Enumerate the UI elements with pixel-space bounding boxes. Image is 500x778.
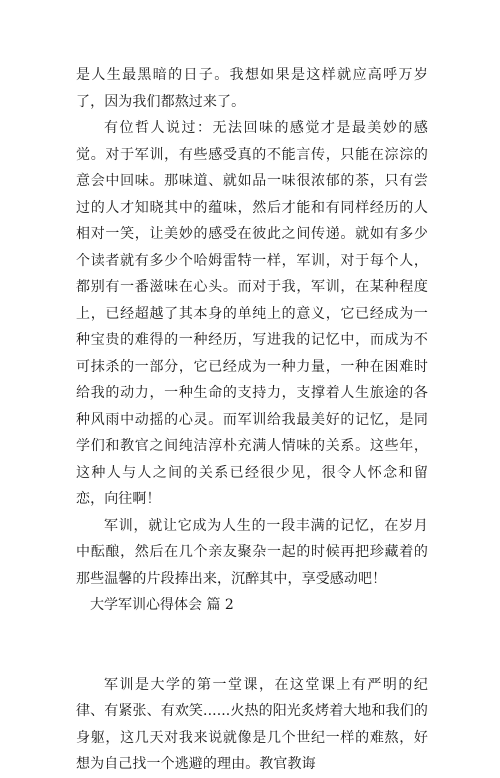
paragraph-2: 有位哲人说过：无法回味的感觉才是最美妙的感觉。对于军训，有些感受真的不能言传，只能在淙淙的意会中回味。那味道、就如品一味很浓郁的茶，只有尝过的人才知晓其中的蕴味，然后才能和有同样经历的人相对一笑，让美妙的感受在彼此之间传递。就如有多少个读者就有多少个哈姆雷特一样，军训，对于每个人，都别有一番滋味在心头。而对于我，军训，在某种程度上，已经超越了其本身的单纯上的意义，它已经成为一种宝贵的难得的一种经历，写进我的记忆中，而成为不可抹杀的一部分，它已经成为一种力量，一种在困难时给我的动力，一种生命的支持力，支撑着人生旅途的各种风雨中动摇的心灵。而军训给我最美好的记忆，是同学们和教官之间纯洁淳朴充满人情味的关系。这些年，这种人与人之间的关系已经很少见，很令人怀念和留恋，向往啊！ <box>76 120 428 507</box>
section-heading: 大学军训心得体会 篇 2 <box>90 597 234 613</box>
paragraph-1: 是人生最黑暗的日子。我想如果是这样就应高呼万岁了，因为我们都熬过来了。 <box>76 67 428 110</box>
paragraph-4: 军训是大学的第一堂课，在这堂课上有严明的纪律、有紧张、有欢笑......火热的阳光炙烤着大地和我们的身躯，这几天对我来说就像是几个世纪一样的难熬，好想为自己找一个逃避的理由。教官教诲 <box>76 676 428 772</box>
paragraph-3: 军训，就让它成为人生的一段丰满的记忆，在岁月中酝酿，然后在几个亲友聚杂一起的时候再把珍藏着的那些温馨的片段捧出来，沉醉其中，享受感动吧！ <box>76 517 428 587</box>
section-spacer <box>76 619 428 672</box>
document-page <box>76 62 428 778</box>
